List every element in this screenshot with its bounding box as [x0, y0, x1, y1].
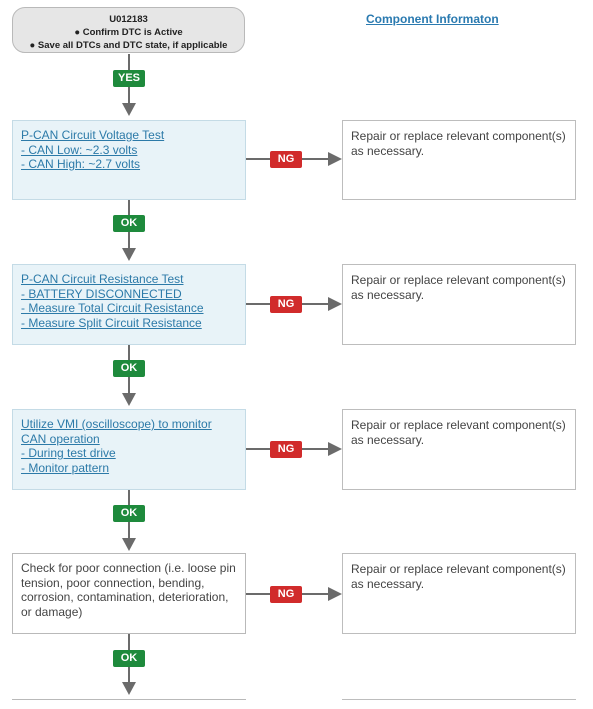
right-arrow-icon	[328, 442, 342, 456]
ng-badge: NG	[270, 296, 302, 313]
down-arrow-icon	[122, 393, 136, 406]
ok-badge: OK	[113, 505, 145, 522]
down-arrow-icon	[122, 538, 136, 551]
start-box	[12, 7, 245, 53]
split-resistance-link[interactable]: - Measure Split Circuit Resistance	[21, 315, 202, 330]
result-box: Repair or replace relevant component(s) as necessary.	[342, 409, 576, 490]
vmi-oscilloscope-link[interactable]: Utilize VMI (oscilloscope) to monitor CAN operation	[21, 417, 212, 446]
ng-badge: NG	[270, 151, 302, 168]
result-box: Repair or replace relevant component(s) as necessary.	[342, 120, 576, 200]
result-box: Repair or replace relevant component(s) as necessary.	[342, 553, 576, 634]
ok-badge: OK	[113, 650, 145, 667]
can-low-link[interactable]: - CAN Low: ~2.3 volts	[21, 142, 138, 157]
yes-badge: YES	[113, 70, 145, 87]
dtc-code: U012183	[109, 14, 148, 25]
total-resistance-link[interactable]: - Measure Total Circuit Resistance	[21, 301, 204, 315]
monitor-pattern-link[interactable]: - Monitor pattern	[21, 460, 110, 475]
step-poor-connection-check: Check for poor connection (i.e. loose pin tension, poor connection, bending, corrosion, contamination, deterioration, or damage)	[12, 553, 246, 634]
step-voltage-test	[12, 120, 246, 200]
next-step-box-partial	[12, 699, 246, 709]
down-arrow-icon	[122, 103, 136, 116]
step-resistance-test	[12, 264, 246, 345]
during-test-drive-link[interactable]: - During test drive	[21, 446, 116, 460]
resistance-test-link[interactable]: P-CAN Circuit Resistance Test	[21, 272, 184, 286]
step-oscilloscope-monitor	[12, 409, 246, 490]
down-arrow-icon	[122, 682, 136, 695]
battery-disconnected-link[interactable]: - BATTERY DISCONNECTED	[21, 286, 182, 301]
right-arrow-icon	[328, 297, 342, 311]
ok-badge: OK	[113, 360, 145, 377]
ok-badge: OK	[113, 215, 145, 232]
confirm-dtc-bullet: ● Confirm DTC is Active	[74, 27, 183, 38]
can-high-link[interactable]: - CAN High: ~2.7 volts	[21, 157, 141, 171]
save-dtc-bullet: ● Save all DTCs and DTC state, if applicable	[29, 40, 228, 51]
voltage-test-link[interactable]: P-CAN Circuit Voltage Test	[21, 128, 165, 142]
component-information-link[interactable]: Component Informaton	[366, 12, 499, 26]
down-arrow-icon	[122, 248, 136, 261]
next-result-box-partial	[342, 699, 576, 709]
result-box: Repair or replace relevant component(s) as necessary.	[342, 264, 576, 345]
ng-badge: NG	[270, 586, 302, 603]
right-arrow-icon	[328, 587, 342, 601]
ng-badge: NG	[270, 441, 302, 458]
right-arrow-icon	[328, 152, 342, 166]
